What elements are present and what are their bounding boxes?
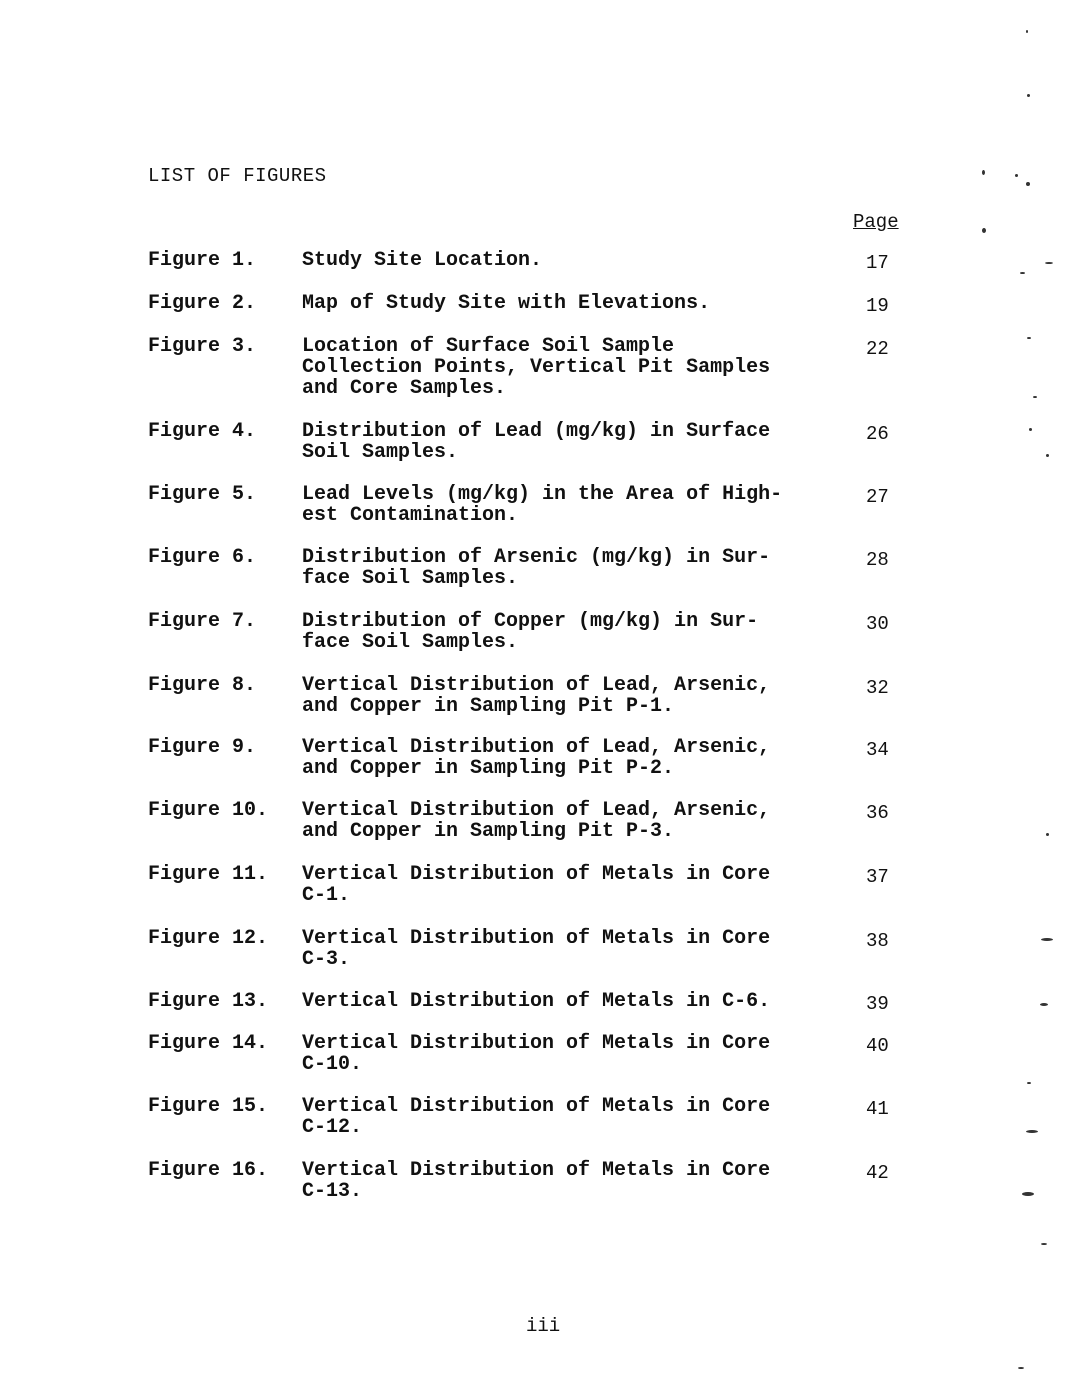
figure-title <box>302 800 832 842</box>
scan-speck <box>1045 262 1053 264</box>
figure-title <box>302 547 832 589</box>
page-number: 27 <box>866 486 889 508</box>
figure-title <box>302 864 832 906</box>
figure-title-line: and Copper in Sampling Pit P-2. <box>302 757 675 780</box>
figure-title-line: Distribution of Lead (mg/kg) in Surface <box>302 420 771 443</box>
page-number: 32 <box>866 677 889 699</box>
scan-speck <box>1020 272 1025 274</box>
figure-title-line: and Core Samples. <box>302 377 507 400</box>
page-number: 26 <box>866 423 889 445</box>
figure-title <box>302 611 832 653</box>
scan-speck <box>1040 1003 1048 1006</box>
scan-speck <box>1027 94 1030 97</box>
figure-label: Figure 11. <box>148 863 269 886</box>
figure-title-line: C-3. <box>302 948 351 971</box>
figure-label: Figure 14. <box>148 1032 269 1055</box>
page-folio: iii <box>526 1315 561 1337</box>
figure-label: Figure 3. <box>148 335 257 358</box>
figure-title-line: Vertical Distribution of Metals in Core <box>302 1095 771 1118</box>
figure-title <box>302 421 832 463</box>
figure-title-line: Location of Surface Soil Sample <box>302 335 675 358</box>
figure-label: Figure 2. <box>148 292 257 315</box>
scan-speck <box>1046 833 1049 836</box>
figure-title-line: Soil Samples. <box>302 441 459 464</box>
figure-title-line: est Contamination. <box>302 504 519 527</box>
figure-title-line: Vertical Distribution of Metals in C-6. <box>302 990 771 1013</box>
figure-label: Figure 15. <box>148 1095 269 1118</box>
figure-title <box>302 293 832 314</box>
figure-title-line: C-12. <box>302 1116 363 1139</box>
scan-speck <box>1018 1367 1024 1369</box>
figure-title <box>302 336 832 399</box>
figure-title-line: Vertical Distribution of Lead, Arsenic, <box>302 674 771 697</box>
page-number: 22 <box>866 338 889 360</box>
figure-label: Figure 13. <box>148 990 269 1013</box>
page-number: 39 <box>866 993 889 1015</box>
figure-title-line: and Copper in Sampling Pit P-3. <box>302 820 675 843</box>
scan-speck <box>1027 1082 1031 1084</box>
figure-title <box>302 1096 832 1138</box>
scan-speck <box>1015 174 1018 177</box>
figure-title-line: Lead Levels (mg/kg) in the Area of High- <box>302 483 783 506</box>
figure-title-line: Vertical Distribution of Metals in Core <box>302 863 771 886</box>
figure-label: Figure 9. <box>148 736 257 759</box>
page-number: 36 <box>866 802 889 824</box>
figure-title-line: C-1. <box>302 884 351 907</box>
scan-speck <box>1029 428 1032 431</box>
figure-title-line: Vertical Distribution of Lead, Arsenic, <box>302 736 771 759</box>
figure-title-line: C-10. <box>302 1053 363 1076</box>
scan-speck <box>1022 1192 1034 1196</box>
figure-title-line: Map of Study Site with Elevations. <box>302 292 711 315</box>
figure-title-line: Vertical Distribution of Metals in Core <box>302 1032 771 1055</box>
page-number: 19 <box>866 295 889 317</box>
figure-title-line: Collection Points, Vertical Pit Samples <box>302 356 771 379</box>
figure-title-line: and Copper in Sampling Pit P-1. <box>302 695 675 718</box>
figure-title <box>302 1033 832 1075</box>
figure-title-line: face Soil Samples. <box>302 631 519 654</box>
figure-title <box>302 250 832 271</box>
figure-title-line: Vertical Distribution of Lead, Arsenic, <box>302 799 771 822</box>
figure-title-line: Distribution of Copper (mg/kg) in Sur- <box>302 610 759 633</box>
figure-title-line: Vertical Distribution of Metals in Core <box>302 927 771 950</box>
figure-label: Figure 6. <box>148 546 257 569</box>
figure-title <box>302 675 832 717</box>
figure-label: Figure 8. <box>148 674 257 697</box>
scan-speck <box>1026 182 1030 186</box>
page-number: 30 <box>866 613 889 635</box>
scan-speck <box>982 170 985 175</box>
scan-speck <box>982 228 986 233</box>
page-number: 38 <box>866 930 889 952</box>
figure-title-line: face Soil Samples. <box>302 567 519 590</box>
page-number: 37 <box>866 866 889 888</box>
list-heading: LIST OF FIGURES <box>148 165 327 187</box>
figure-label: Figure 5. <box>148 483 257 506</box>
figure-title <box>302 928 832 970</box>
page-column-header: Page <box>853 211 899 233</box>
page-number: 34 <box>866 739 889 761</box>
scan-speck <box>1026 1130 1038 1133</box>
scan-speck <box>1041 1243 1047 1245</box>
figure-title-line: Vertical Distribution of Metals in Core <box>302 1159 771 1182</box>
figure-title <box>302 484 832 526</box>
page-number: 40 <box>866 1035 889 1057</box>
figure-label: Figure 10. <box>148 799 269 822</box>
page-number: 41 <box>866 1098 889 1120</box>
figure-title <box>302 737 832 779</box>
figure-label: Figure 12. <box>148 927 269 950</box>
page-number: 28 <box>866 549 889 571</box>
figure-title-line: Distribution of Arsenic (mg/kg) in Sur- <box>302 546 771 569</box>
scan-speck <box>1027 337 1031 339</box>
scan-speck <box>1041 938 1053 941</box>
figure-label: Figure 16. <box>148 1159 269 1182</box>
figure-label: Figure 7. <box>148 610 257 633</box>
figure-label: Figure 4. <box>148 420 257 443</box>
figure-title-line: C-13. <box>302 1180 363 1203</box>
scan-speck <box>1033 396 1037 398</box>
figure-title <box>302 1160 832 1202</box>
page-number: 42 <box>866 1162 889 1184</box>
scan-speck <box>1046 454 1049 457</box>
figure-label: Figure 1. <box>148 249 257 272</box>
figure-title <box>302 991 832 1012</box>
figure-title-line: Study Site Location. <box>302 249 543 272</box>
scan-speck <box>1026 30 1028 33</box>
page-number: 17 <box>866 252 889 274</box>
